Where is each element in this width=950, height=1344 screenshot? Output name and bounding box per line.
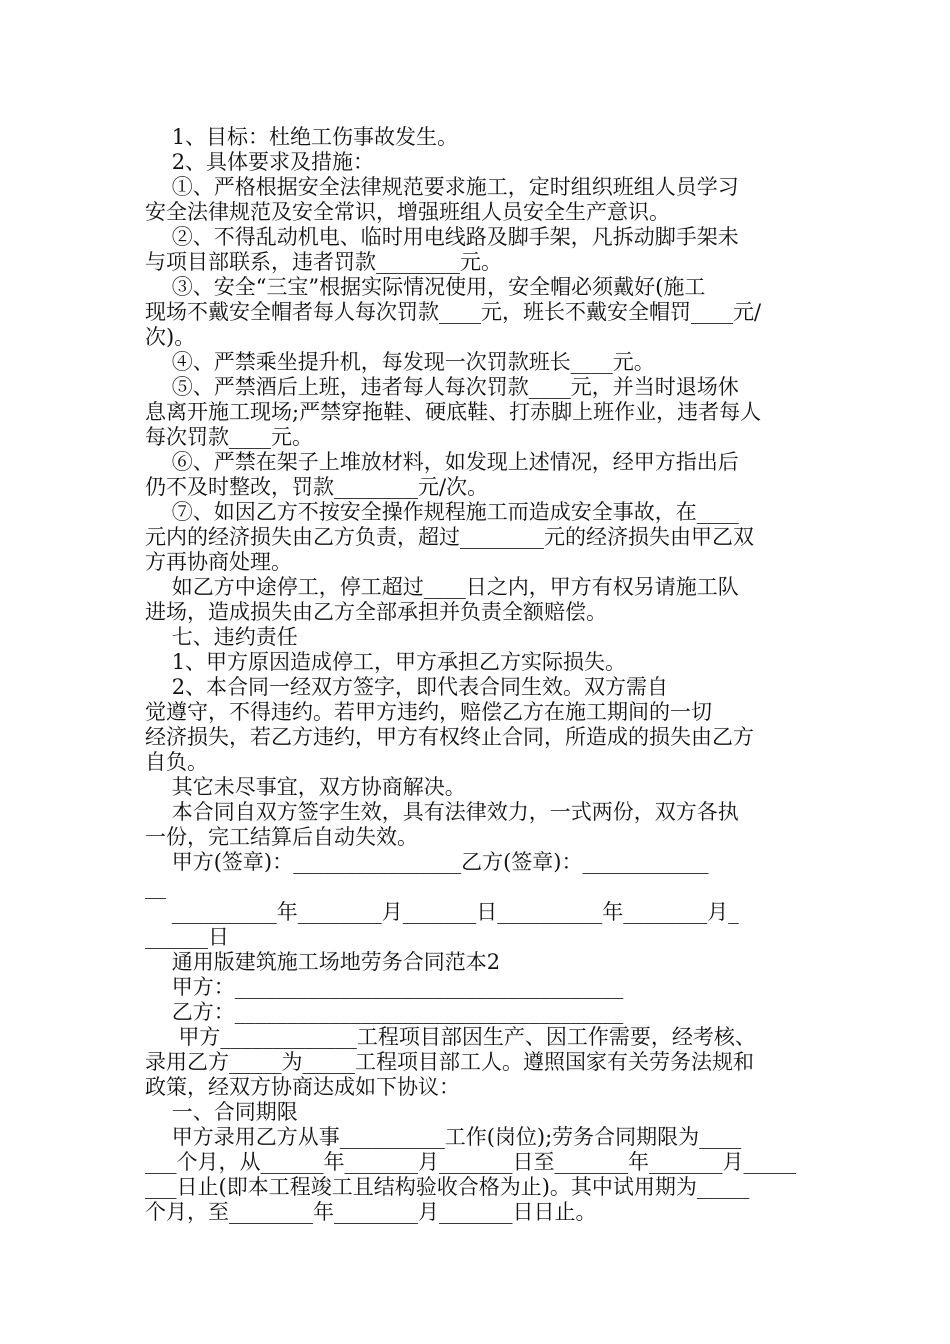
text-line: ⑦、如因乙方不按安全操作规程施工而造成安全事故，在____ <box>145 500 739 524</box>
text-line: 本合同自双方签字生效，具有法律效力，一式两份，双方各执 <box>145 800 739 824</box>
text-line: 息离开施工现场;严禁穿拖鞋、硬底鞋、打赤脚上班作业，违者每人 <box>145 400 762 424</box>
signature-line: 甲方(签章)：________________乙方(签章)：____________ <box>145 850 709 874</box>
section-heading: 一、合同期限 <box>145 1100 298 1124</box>
text-line: ___个月，从______年_______月_______日至_______年_______月_____ <box>145 1150 796 1174</box>
text-line: 甲方_____________工程项目部因生产、因工作需要，经考核、 <box>145 1025 756 1049</box>
text-line: 方再协商处理。 <box>145 550 292 574</box>
text-line: 每次罚款____元。 <box>145 425 313 449</box>
text-line: 与项目部联系，违者罚款________元。 <box>145 250 502 274</box>
signature-line: __ <box>145 875 166 899</box>
text-line: 安全法律规范及安全常识，增强班组人员安全生产意识。 <box>145 200 670 224</box>
text-line: 2、本合同一经双方签字，即代表合同生效。双方需自 <box>145 675 669 699</box>
text-line: 2、具体要求及措施： <box>145 150 375 174</box>
text-line: 如乙方中途停工，停工超过____日之内，甲方有权另请施工队 <box>145 575 739 599</box>
text-line: 其它未尽事宜，双方协商解决。 <box>145 775 466 799</box>
party-b-line: 乙方：_____________________________________ <box>145 1000 624 1024</box>
text-line: ⑥、严禁在架子上堆放材料，如发现上述情况，经甲方指出后 <box>145 450 739 474</box>
text-line: ③、安全“三宝”根据实际情况使用，安全帽必须戴好(施工 <box>145 275 706 299</box>
text-line: 个月，至________年________月_______日日止。 <box>145 1200 597 1224</box>
text-line: ②、不得乱动机电、临时用电线路及脚手架，凡拆动脚手架未 <box>145 225 739 249</box>
text-line: 甲方录用乙方从事__________工作(岗位);劳务合同期限为____ <box>145 1125 742 1149</box>
text-line: 政策，经双方协商达成如下协议： <box>145 1075 460 1099</box>
document-title: 通用版建筑施工场地劳务合同范本2 <box>145 950 501 974</box>
text-line: 自负。 <box>145 750 208 774</box>
section-heading: 七、违约责任 <box>145 625 298 649</box>
text-line: 1、目标：杜绝工伤事故发生。 <box>145 125 459 149</box>
text-line: 一份，完工结算后自动失效。 <box>145 825 418 849</box>
party-a-line: 甲方：_____________________________________ <box>145 975 624 999</box>
text-line: 录用乙方_____为_____工程项目部工人。遵照国家有关劳务法规和 <box>145 1050 754 1074</box>
text-line: 1、甲方原因造成停工，甲方承担乙方实际损失。 <box>145 650 627 674</box>
text-line: 进场，造成损失由乙方全部承担并负责全额赔偿。 <box>145 600 607 624</box>
date-line: __________年________月_______日__________年________月_ <box>145 900 739 924</box>
text-line: 现场不戴安全帽者每人每次罚款____元，班长不戴安全帽罚____元/ <box>145 300 762 324</box>
text-line: 元内的经济损失由乙方负责，超过________元的经济损失由甲乙双 <box>145 525 754 549</box>
text-line: ⑤、严禁酒后上班，违者每人每次罚款____元，并当时退场休 <box>145 375 739 399</box>
text-line: ④、严禁乘坐提升机，每发现一次罚款班长____元。 <box>145 350 655 374</box>
text-line: 经济损失，若乙方违约，甲方有权终止合同，所造成的损失由乙方 <box>145 725 754 749</box>
date-line: ______日 <box>145 925 229 949</box>
text-line: 仍不及时整改，罚款________元/次。 <box>145 475 489 499</box>
text-line: ①、严格根据安全法律规范要求施工，定时组织班组人员学习 <box>145 175 739 199</box>
text-line: ___日止(即本工程竣工且结构验收合格为止)。其中试用期为_____ <box>145 1175 750 1199</box>
text-line: 次)。 <box>145 325 196 349</box>
text-line: 觉遵守，不得违约。若甲方违约，赔偿乙方在施工期间的一切 <box>145 700 712 724</box>
